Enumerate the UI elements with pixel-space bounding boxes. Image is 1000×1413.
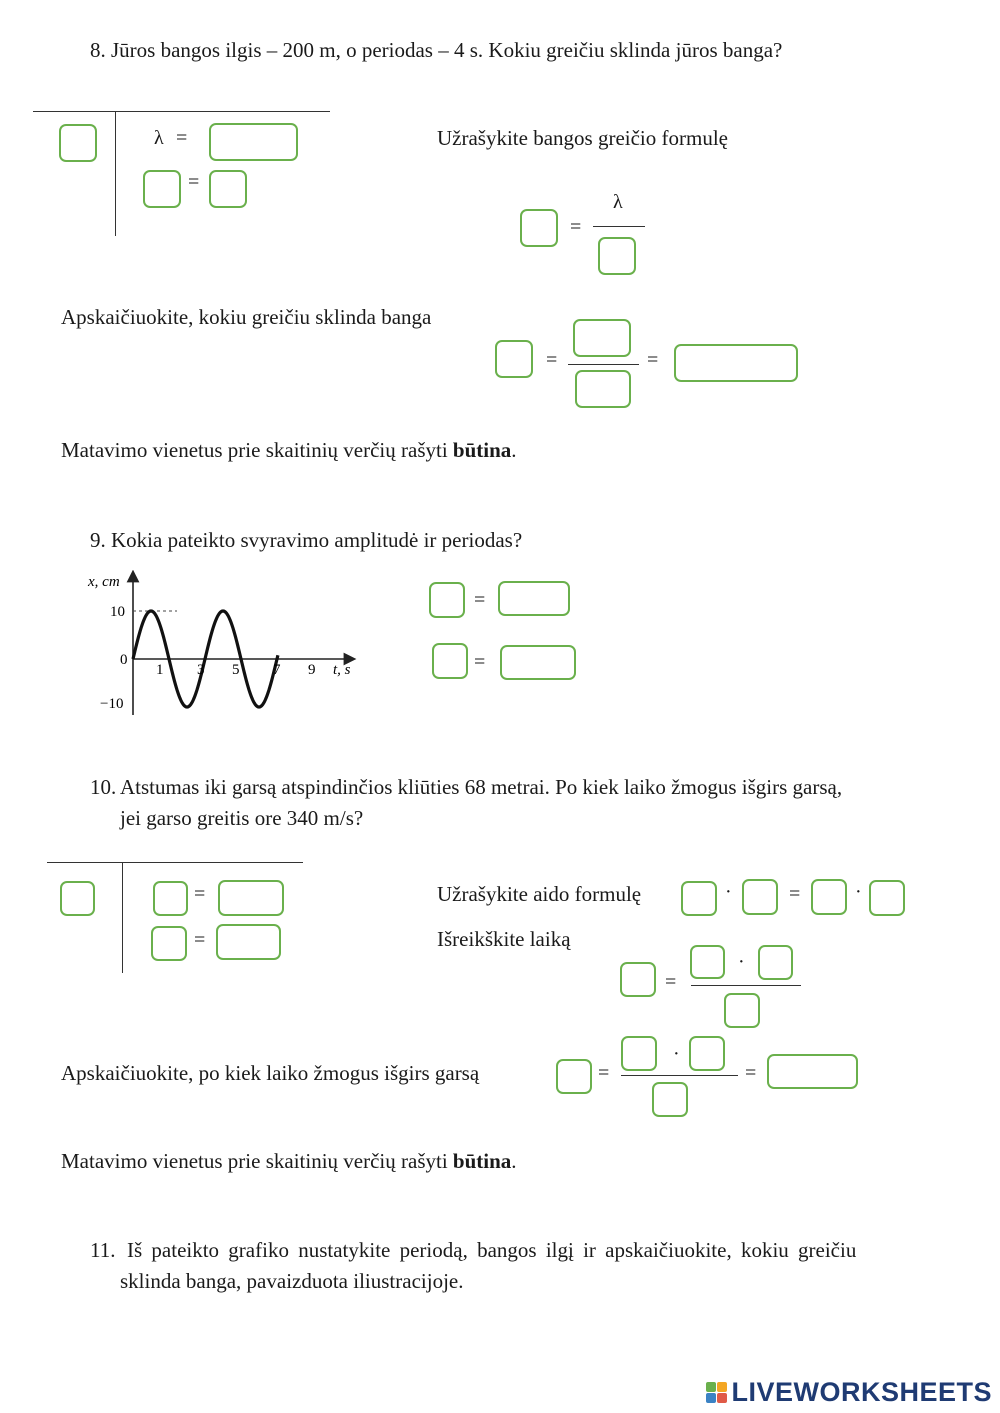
q10-number: 10.	[90, 775, 117, 799]
equals-sign: =	[665, 971, 677, 993]
q8-question: 8. Jūros bangos ilgis – 200 m, o periodas – 4 s. Kokiu greičiu sklinda jūros banga?	[90, 38, 783, 62]
given-divider-vertical	[115, 111, 116, 236]
x-tick-9: 9	[308, 662, 316, 678]
units-note-text: Matavimo vienetus prie skaitinių verčių rašyti	[61, 1149, 453, 1173]
q10-calc-time-box[interactable]	[556, 1059, 592, 1094]
x-axis-label: t, s	[333, 662, 351, 678]
equals-sign: =	[546, 349, 558, 371]
equals-sign: =	[474, 651, 486, 673]
q10-question-line2: jei garso greitis ore 340 m/s?	[120, 806, 364, 830]
fraction-bar	[593, 226, 645, 227]
x-tick-3: 3	[197, 662, 205, 678]
q8-formula-speed-box[interactable]	[520, 209, 558, 247]
q11-number: 11.	[90, 1238, 116, 1262]
q10-distance-symbol-box[interactable]	[153, 881, 188, 916]
equals-sign: =	[570, 216, 582, 238]
q10-distance-value-box[interactable]	[218, 880, 284, 916]
q8-given-quantity-box[interactable]	[59, 124, 97, 162]
q8-lambda-value-box[interactable]	[209, 123, 298, 161]
q8-period-value-box[interactable]	[209, 170, 247, 208]
multiply-dot: ·	[673, 1043, 680, 1065]
x-tick-7: 7	[273, 662, 281, 678]
q9-amplitude-value-box[interactable]	[498, 581, 570, 616]
q8-formula-prompt: Užrašykite bangos greičio formulę	[437, 126, 728, 150]
q8-calc-numerator-box[interactable]	[573, 319, 631, 357]
q11-question-line1: Iš pateikto grafiko nustatykite periodą, bangos ilgį ir apskaičiuokite, kokiu greičiu	[127, 1238, 857, 1262]
given-divider-horizontal	[47, 862, 303, 863]
q10-given-quantity-box[interactable]	[60, 881, 95, 916]
q8-calc-speed-box[interactable]	[495, 340, 533, 378]
equals-sign: =	[474, 589, 486, 611]
q8-period-symbol-box[interactable]	[143, 170, 181, 208]
logo-grid-icon	[706, 1382, 727, 1403]
q10-express-numerator-box-1[interactable]	[690, 945, 725, 979]
fraction-bar	[691, 985, 801, 986]
x-tick-5: 5	[232, 662, 240, 678]
y-tick-0: 0	[120, 652, 128, 668]
q9-period-symbol-box[interactable]	[432, 643, 468, 679]
equals-sign: =	[176, 127, 188, 149]
units-note	[61, 1151, 517, 1172]
multiply-dot: ·	[725, 881, 732, 903]
q8-calc-prompt: Apskaičiuokite, kokiu greičiu sklinda banga	[61, 305, 432, 329]
q10-calc-prompt: Apskaičiuokite, po kiek laiko žmogus išgirs garsą	[61, 1061, 480, 1085]
given-divider-vertical	[122, 862, 123, 973]
equals-sign: =	[194, 929, 206, 951]
units-note	[61, 440, 517, 461]
units-note-bold: būtina	[452, 438, 512, 462]
q10-calc-numerator-box-1[interactable]	[621, 1036, 657, 1071]
equals-sign: =	[188, 171, 200, 193]
q9-amplitude-symbol-box[interactable]	[429, 582, 465, 618]
q10-calc-result-box[interactable]	[767, 1054, 858, 1089]
y-axis-label: x, cm	[88, 574, 120, 590]
y-tick-10: 10	[110, 604, 125, 620]
fraction-bar	[621, 1075, 738, 1076]
liveworksheets-logo	[706, 1377, 992, 1407]
equals-sign: =	[745, 1062, 757, 1084]
logo-text: LIVEWORKSHEETS	[731, 1376, 992, 1407]
fraction-bar	[568, 364, 639, 365]
q10-express-denominator-box[interactable]	[724, 993, 760, 1028]
q10-speed-symbol-box[interactable]	[151, 926, 187, 961]
units-note-end: .	[511, 1149, 517, 1173]
lambda-symbol: λ	[154, 127, 164, 149]
q10-echo-box-1[interactable]	[681, 881, 717, 916]
equals-sign: =	[789, 883, 801, 905]
oscillation-graph	[60, 570, 370, 725]
multiply-dot: ·	[738, 951, 745, 973]
equals-sign: =	[598, 1062, 610, 1084]
q10-echo-prompt: Užrašykite aido formulę	[437, 882, 642, 906]
q8-calc-result-box[interactable]	[674, 344, 798, 382]
units-note-bold: būtina	[452, 1149, 512, 1173]
q11-question-line2: sklinda banga, pavaizduota iliustracijoje.	[120, 1269, 464, 1293]
q10-echo-box-2[interactable]	[742, 879, 778, 915]
q10-echo-box-3[interactable]	[811, 879, 847, 915]
q10-calc-numerator-box-2[interactable]	[689, 1036, 725, 1071]
x-tick-1: 1	[156, 662, 164, 678]
units-note-end: .	[511, 438, 517, 462]
equals-sign: =	[647, 349, 659, 371]
y-tick-minus10: −10	[100, 696, 124, 712]
q8-formula-denominator-box[interactable]	[598, 237, 636, 275]
units-note-text: Matavimo vienetus prie skaitinių verčių rašyti	[61, 438, 453, 462]
lambda-symbol: λ	[613, 191, 623, 213]
q9-period-value-box[interactable]	[500, 645, 576, 680]
q10-echo-box-4[interactable]	[869, 880, 905, 916]
given-divider-horizontal	[33, 111, 330, 112]
q9-question: 9. Kokia pateikto svyravimo amplitudė ir periodas?	[90, 528, 523, 552]
q10-time-symbol-box[interactable]	[620, 962, 656, 997]
q8-calc-denominator-box[interactable]	[575, 370, 631, 408]
q10-express-numerator-box-2[interactable]	[758, 945, 793, 980]
multiply-dot: ·	[855, 881, 862, 903]
q10-express-prompt: Išreikškite laiką	[437, 927, 571, 951]
q10-speed-value-box[interactable]	[216, 924, 281, 960]
q10-question-line1: Atstumas iki garsą atspindinčios kliūties 68 metrai. Po kiek laiko žmogus išgirs garsą,	[120, 775, 843, 799]
q10-calc-denominator-box[interactable]	[652, 1082, 688, 1117]
equals-sign: =	[194, 883, 206, 905]
